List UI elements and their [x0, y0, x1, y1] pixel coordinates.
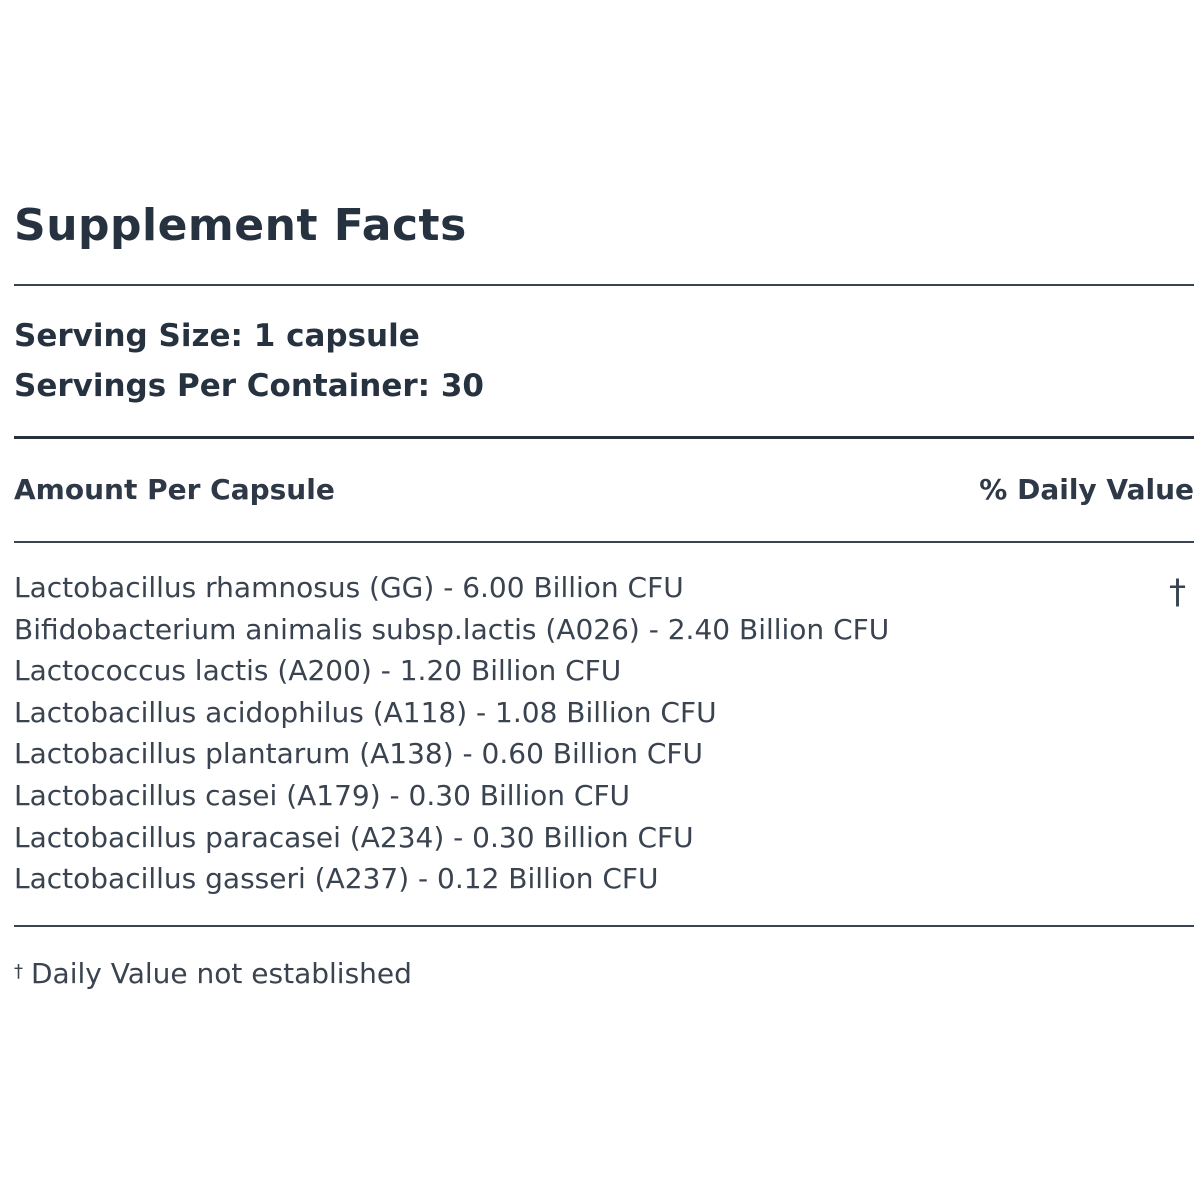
divider-bottom [14, 925, 1194, 927]
list-item: Bifidobacterium animalis subsp.lactis (A026) - 2.40 Billion CFU [14, 612, 890, 646]
serving-size: Serving Size: 1 capsule [14, 318, 420, 354]
ingredient-list [14, 567, 889, 900]
amount-per-capsule-header: Amount Per Capsule [14, 473, 335, 506]
divider-header [14, 541, 1194, 543]
divider-top [14, 284, 1194, 286]
list-item: Lactobacillus gasseri (A237) - 0.12 Billion CFU [14, 862, 659, 896]
list-item: Lactobacillus rhamnosus (GG) - 6.00 Billion CFU [14, 571, 684, 604]
list-item: Lactococcus lactis (A200) - 1.20 Billion CFU [14, 654, 622, 688]
footnote-dagger: † [14, 961, 23, 982]
list-item: Lactobacillus acidophilus (A118) - 1.08 Billion CFU [14, 695, 717, 729]
list-item: Lactobacillus plantarum (A138) - 0.60 Billion CFU [14, 737, 704, 771]
list-item: Lactobacillus casei (A179) - 0.30 Billion CFU [14, 778, 631, 812]
footnote [14, 952, 412, 994]
list-item: Lactobacillus paracasei (A234) - 0.30 Billion CFU [14, 820, 694, 854]
daily-value-header: % Daily Value [979, 473, 1194, 506]
divider-thick [14, 436, 1194, 439]
page-title: Supplement Facts [14, 200, 467, 251]
footnote-text: Daily Value not established [31, 957, 412, 990]
servings-per-container: Servings Per Container: 30 [14, 368, 484, 404]
daily-value-dagger: † [1169, 572, 1186, 612]
